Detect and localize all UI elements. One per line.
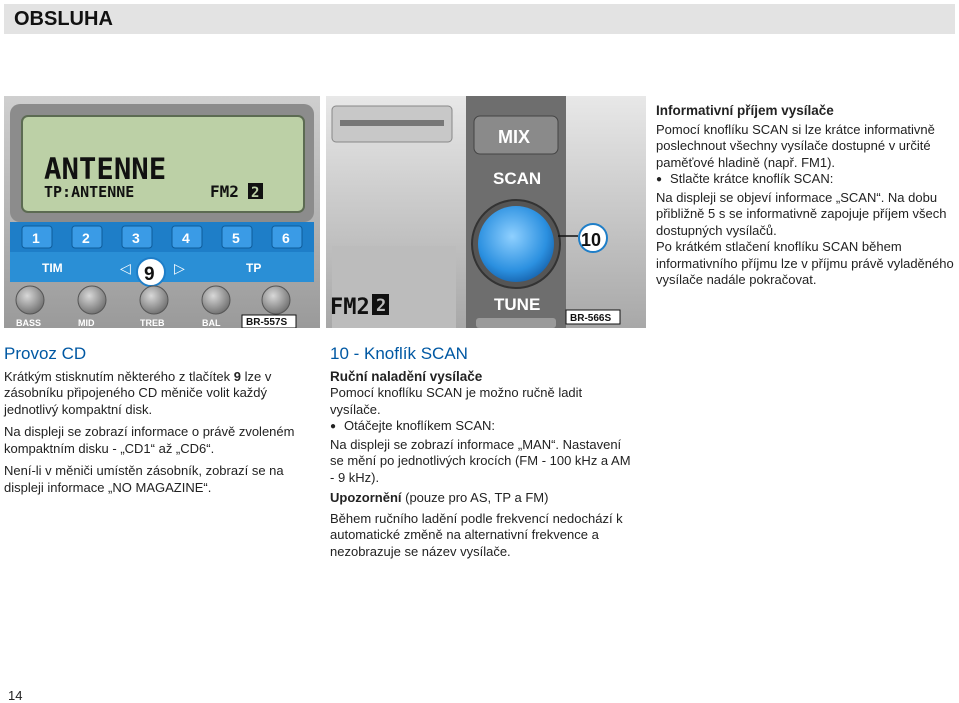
provoz-cd-p2: Na displeji se zobrazí informace o právě zvoleném kompaktním disku - „CD1“ až „CD6“. [4, 424, 295, 456]
knob-label-bass: BASS [16, 318, 42, 328]
display-preset-right: 2 [376, 296, 387, 316]
preset-label-1: 1 [32, 230, 40, 246]
callout-10: 10 [581, 230, 602, 250]
tone-knob [202, 286, 230, 314]
informativni-section [656, 103, 954, 289]
left-arrow-icon: ◁ [120, 260, 131, 276]
mix-label: MIX [498, 127, 531, 147]
tone-knob [262, 286, 290, 314]
tone-knob [140, 286, 168, 314]
display-text-tp: TP:ANTENNE [44, 183, 135, 201]
knob-label-treb: TREB [140, 318, 165, 328]
preset-label-2: 2 [82, 230, 90, 246]
tim-label: TIM [42, 261, 63, 275]
page-title: OBSLUHA [14, 8, 113, 30]
provoz-cd-p1: Krátkým stisknutím některého z tlačítek 9 lze v zásobníku připojeného CD měniče volit každý jednotlivý kompaktní disk. [4, 368, 272, 417]
display-preset: 2 [251, 185, 260, 201]
knoflik-scan-p1: Pomocí knoflíku SCAN je možno ručně ladit vysílače. [330, 385, 583, 417]
informativni-p2: Na displeji se objeví informace „SCAN“. Na dobu přibližně 5 s se informativně zapojuje příjem všech dostupných vysílačů. [656, 189, 947, 238]
knoflik-scan-note: Upozornění (pouze pro AS, TP a FM) [330, 490, 549, 505]
ref-code-right: BR-566S [570, 313, 612, 324]
preset-label-5: 5 [232, 230, 240, 246]
informativni-bullet: ● Stlačte krátce knoflík SCAN: [656, 171, 954, 190]
knoflik-scan-p3: Během ručního ladění podle frekvencí nedochází k automatické změně na alternativní frekvence a nezobrazuje se název vysílače. [330, 510, 623, 559]
radio-panel-figure [4, 96, 320, 328]
informativni-p1: Pomocí knoflíku SCAN si lze krátce informativně poslechnout všechny vysílače dostupné v určité paměťové hladině (např. FM1). [656, 121, 935, 170]
page-header [4, 4, 955, 34]
provoz-cd-p3: Není-li v měniči umístěn zásobník, zobrazí se na displeji informace „NO MAGAZINE“. [4, 463, 284, 495]
scan-knob-figure [326, 96, 646, 328]
scan-label: SCAN [493, 169, 542, 188]
ref-code-left: BR-557S [246, 317, 288, 328]
tone-knob [16, 286, 44, 314]
tp-label: TP [246, 261, 262, 275]
display-text-antenne: ANTENNE [44, 152, 167, 186]
display-band: FM2 [210, 182, 239, 201]
display-band-right: FM2 [330, 295, 370, 320]
informativni-p3: Po krátkém stlačení knoflíku SCAN během informativního příjmu lze v příjmu právě vyladěného vysílače nadále pokračovat. [656, 239, 954, 287]
knob-label-bal: BAL [202, 318, 221, 328]
tone-knob [78, 286, 106, 314]
callout-9: 9 [144, 264, 155, 285]
knoflik-scan-p2: Na displeji se zobrazí informace „MAN“. Nastavení se mění po jednotlivých krocích (FM - 100 kHz a AM - 9 kHz). [330, 436, 631, 485]
provoz-cd-section [4, 346, 310, 502]
provoz-cd-heading: Provoz CD [4, 344, 87, 363]
tune-label: TUNE [494, 295, 541, 314]
page-number: 14 [8, 688, 23, 703]
knoflik-scan-bullet: ● Otáčejte knoflíkem SCAN: [330, 418, 636, 437]
right-arrow-icon: ▷ [174, 260, 185, 276]
knob-label-mid: MID [78, 318, 95, 328]
informativni-heading: Informativní příjem vysílače [656, 103, 834, 118]
preset-label-6: 6 [282, 230, 290, 246]
knoflik-scan-section [330, 346, 636, 560]
scan-knob [478, 206, 554, 282]
knoflik-scan-heading: 10 - Knoflík SCAN [330, 344, 468, 363]
knoflik-scan-subheading: Ruční naladění vysílače [330, 368, 483, 384]
preset-label-3: 3 [132, 230, 140, 246]
preset-label-4: 4 [182, 230, 190, 246]
